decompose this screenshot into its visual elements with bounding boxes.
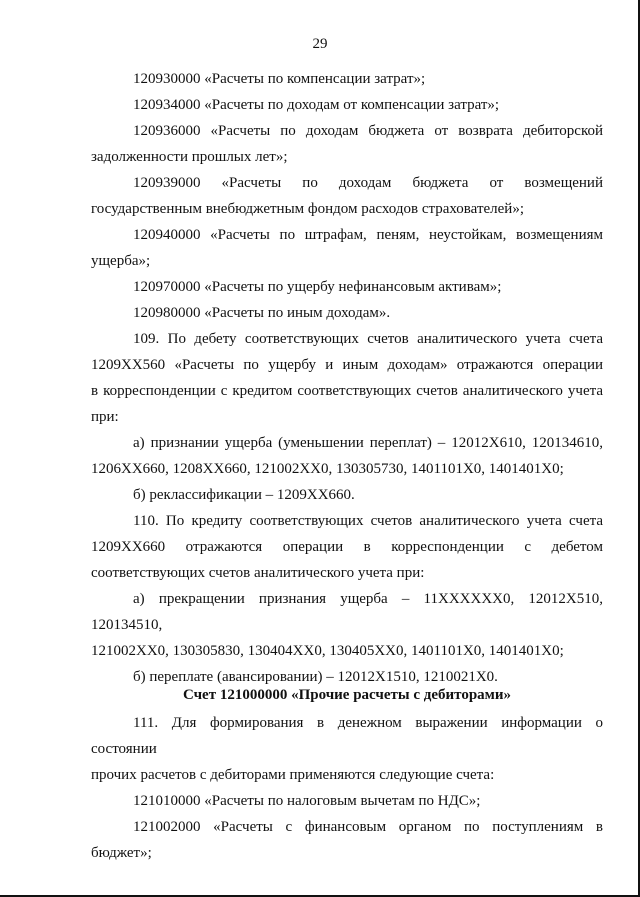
text-line: 120939000 «Расчеты по доходам бюджета от возмещений (133, 175, 603, 191)
text-line: 120940000 «Расчеты по штрафам, пеням, неустойкам, возмещениям (133, 227, 603, 243)
text-line: 121002000 «Расчеты с финансовым органом по поступлениям в бюджет»; (91, 819, 603, 861)
text-line: в корреспонденции с кредитом соответствующих счетов аналитического учета (91, 383, 603, 399)
text-line: а) признании ущерба (уменьшении переплат) – 12012X610, 120134610, (133, 435, 603, 451)
text-line: 120970000 «Расчеты по ущербу нефинансовым активам»; (133, 279, 502, 295)
text-line: государственным внебюджетным фондом расходов страхователей»; (91, 201, 525, 217)
paragraph-110 (91, 508, 603, 690)
text-line: 120934000 «Расчеты по доходам от компенсации затрат»; (133, 97, 500, 113)
text-line: прочих расчетов с дебиторами применяются следующие счета: (91, 767, 495, 783)
text-line: соответствующих счетов аналитического учета при: (91, 565, 425, 581)
text-line: 121002XX0, 130305830, 130404XX0, 130405XX0, 1401101X0, 1401401X0; (91, 643, 564, 659)
text-line: 120980000 «Расчеты по иным доходам». (133, 305, 391, 321)
text-line: задолженности прошлых лет»; (91, 149, 288, 165)
page-number: 29 (312, 36, 328, 52)
text-line: 1206XX660, 1208XX660, 121002XX0, 130305730, 1401101X0, 1401401X0; (91, 461, 564, 477)
text-line: 109. По дебету соответствующих счетов аналитического учета счета (133, 331, 603, 347)
text-line: 1209XX560 «Расчеты по ущербу и иным доходам» отражаются операции (91, 357, 603, 373)
text-line: 120936000 «Расчеты по доходам бюджета от возврата дебиторской (133, 123, 603, 139)
text-line: 111. Для формирования в денежном выражении информации о состоянии (91, 715, 603, 757)
paragraph-111 (91, 710, 603, 866)
paragraph-109 (91, 326, 603, 508)
text-line: 121010000 «Расчеты по налоговым вычетам по НДС»; (133, 793, 481, 809)
text-line: при: (91, 409, 119, 425)
text-line: 120930000 «Расчеты по компенсации затрат»; (133, 71, 426, 87)
text-line: 110. По кредиту соответствующих счетов аналитического учета счета (133, 513, 603, 529)
text-line: 1209XX660 отражаются операции в корреспонденции с дебетом (91, 539, 603, 555)
text-line: б) реклассификации – 1209XX660. (133, 487, 355, 503)
section-heading: Счет 121000000 «Прочие расчеты с дебиторами» (182, 687, 512, 703)
text-line: ущерба»; (91, 253, 151, 269)
text-line: а) прекращении признания ущерба – 11XXXXXX0, 12012X510, 120134510, (91, 591, 603, 633)
section-heading-121000000 (91, 682, 603, 708)
account-list-1209 (91, 66, 603, 326)
text-line: б) переплате (авансировании) – 12012X1510, 1210021X0. (133, 669, 498, 685)
